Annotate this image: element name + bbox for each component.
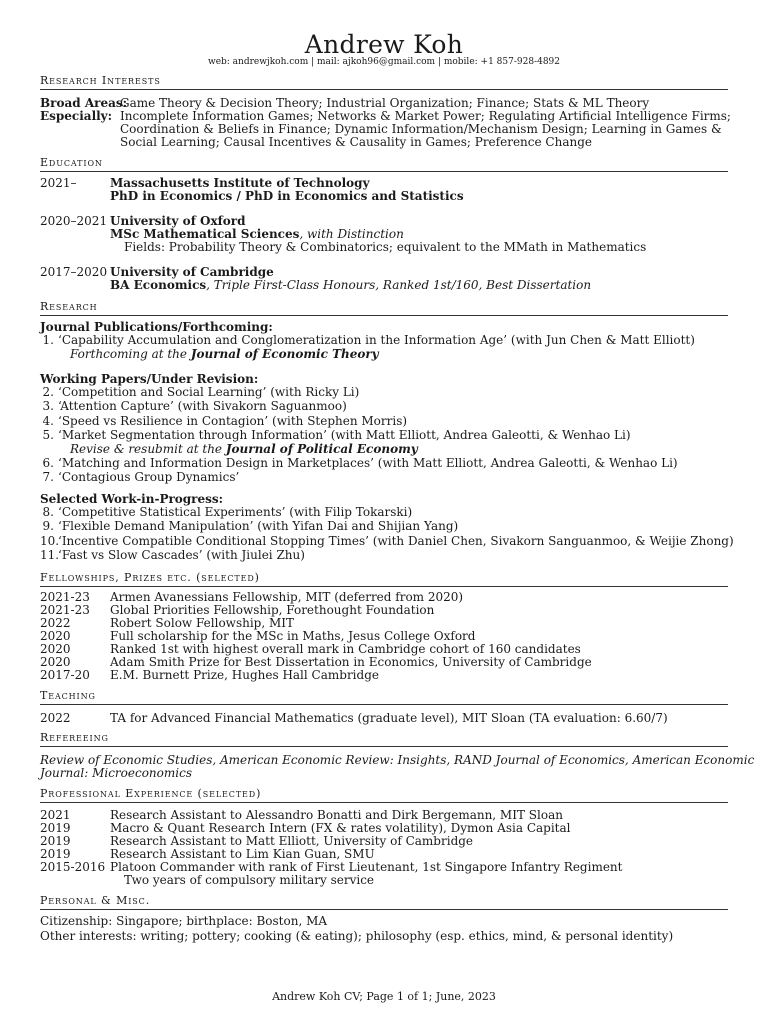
especially-text: Incomplete Information Games; Networks & Market Power; Regulating Artificial Intelligence Firms; [120,109,731,123]
section-heading: Professional Experience (selected) [40,787,262,800]
fellowship-year: 2021-23 [40,590,90,604]
journal-name: Journal of Political Economy [225,442,418,456]
education-year: 2021– [40,176,77,190]
experience-year: 2019 [40,834,71,848]
section-rule [40,586,728,587]
publication-note-text: Forthcoming at the [70,347,191,361]
especially-text: Social Learning; Causal Incentives & Causality in Games; Preference Change [120,135,592,149]
experience-text: Macro & Quant Research Intern (FX & rates volatility), Dymon Asia Capital [110,821,571,835]
section-research-interests [40,74,728,88]
education-degree: BA Economics [110,278,207,292]
education-degree: MSc Mathematical Sciences [110,227,300,241]
section-heading: Teaching [40,689,96,702]
experience-subtext: Two years of compulsory military service [124,873,375,887]
experience-year: 2019 [40,847,71,861]
item-number: 2. [42,385,54,399]
paper-title: ‘Flexible Demand Manipulation’ (with Yifan Dai and Shijian Yang) [58,519,459,533]
experience-year: 2019 [40,821,71,835]
paper-title: ‘Competition and Social Learning’ (with Ricky Li) [58,385,360,399]
experience-year: 2015-2016 [40,860,106,874]
section-rule [40,171,728,172]
page-title: Andrew Koh [304,30,464,59]
section-heading: Refereeing [40,731,109,744]
section-heading: Education [40,156,103,169]
education-fields: Fields: Probability Theory & Combinatorics; equivalent to the MMath in Mathematics [124,240,647,254]
research-subheading: Working Papers/Under Revision: [40,372,259,386]
item-number: 6. [42,456,54,470]
section-teaching [40,689,728,703]
item-number: 4. [42,414,54,428]
education-institution: University of Cambridge [110,265,274,279]
paper-title: ‘Attention Capture’ (with Sivakorn Saguanmoo) [58,399,347,413]
section-rule [40,315,728,316]
experience-year: 2021 [40,808,71,822]
especially-text: Coordination & Beliefs in Finance; Dynamic Information/Mechanism Design; Learning in Games & [120,122,722,136]
experience-text: Research Assistant to Alessandro Bonatti and Dirk Bergemann, MIT Sloan [110,808,563,822]
fellowship-year: 2022 [40,616,71,630]
fellowship-text: E.M. Burnett Prize, Hughes Hall Cambridge [110,668,379,682]
personal-interests: Other interests: writing; pottery; cooking (& eating); philosophy (esp. ethics, mind, & personal identity) [40,929,674,943]
teaching-text: TA for Advanced Financial Mathematics (graduate level), MIT Sloan (TA evaluation: 6.60/7) [110,711,668,725]
fellowship-text: Adam Smith Prize for Best Dissertation in Economics, University of Cambridge [110,655,592,669]
item-number: 9. [42,519,54,533]
education-degree: PhD in Economics / PhD in Economics and Statistics [110,189,464,203]
section-heading: Research Interests [40,74,161,87]
education-year: 2020–2021 [40,214,108,228]
section-heading: Research [40,300,98,313]
refereeing-journals-cont: Journal: Microeconomics [40,766,192,780]
teaching-year: 2022 [40,711,71,725]
item-number: 7. [42,470,54,484]
paper-title: ‘Matching and Information Design in Marketplaces’ (with Matt Elliott, Andrea Galeotti, & Wenhao Li) [58,456,678,470]
fellowship-text: Armen Avanessians Fellowship, MIT (deferred from 2020) [110,590,464,604]
journal-name: Journal of Economic Theory [190,347,379,361]
paper-title: ‘Market Segmentation through Information’ (with Matt Elliott, Andrea Galeotti, & Wenhao Li) [58,428,631,442]
paper-note-text: Revise & resubmit at the [70,442,226,456]
section-rule [40,704,728,705]
experience-text: Platoon Commander with rank of First Lieutenant, 1st Singapore Infantry Regiment [110,860,623,874]
fellowship-year: 2020 [40,629,71,643]
paper-title: ‘Contagious Group Dynamics’ [58,470,240,484]
education-institution: University of Oxford [110,214,246,228]
personal-citizenship: Citizenship: Singapore; birthplace: Boston, MA [40,914,328,928]
item-number: 1. [42,333,54,347]
item-number: 10. [40,534,60,548]
education-degree-note: , Triple First-Class Honours, Ranked 1st/160, Best Dissertation [206,278,592,292]
fellowship-text: Full scholarship for the MSc in Maths, Jesus College Oxford [110,629,476,643]
item-number: 3. [42,399,54,413]
publication-title: ‘Capability Accumulation and Conglomeratization in the Information Age’ (with Jun Chen & Matt Elliott) [58,333,695,347]
experience-text: Research Assistant to Lim Kian Guan, SMU [110,847,375,861]
section-rule [40,802,728,803]
item-number: 11. [40,548,60,562]
contact-line: web: andrewjkoh.com | mail: ajkoh96@gmail.com | mobile: +1 857-928-4892 [207,57,561,67]
broad-areas-text: Game Theory & Decision Theory; Industrial Organization; Finance; Stats & ML Theory [120,96,650,110]
section-personal [40,894,728,908]
research-subheading: Journal Publications/Forthcoming: [40,320,273,334]
fellowship-year: 2020 [40,642,71,656]
education-year: 2017–2020 [40,265,108,279]
section-heading: Fellowships, Prizes etc. (selected) [40,571,260,584]
item-number: 5. [42,428,54,442]
paper-title: ‘Incentive Compatible Conditional Stopping Times’ (with Daniel Chen, Sivakorn Sanguanmoo, & Weijie Zhong) [58,534,734,548]
fellowship-year: 2017-20 [40,668,90,682]
section-education [40,156,728,170]
section-rule [40,909,728,910]
page-footer: Andrew Koh CV; Page 1 of 1; June, 2023 [272,990,496,1003]
paper-title: ‘Competitive Statistical Experiments’ (with Filip Tokarski) [58,505,413,519]
section-heading: Personal & Misc. [40,894,151,907]
especially-label: Especially: [40,109,113,123]
paper-title: ‘Speed vs Resilience in Contagion’ (with Stephen Morris) [58,414,408,428]
experience-text: Research Assistant to Matt Elliott, University of Cambridge [110,834,474,848]
section-refereeing [40,731,728,745]
research-subheading: Selected Work-in-Progress: [40,492,224,506]
paper-title: ‘Fast vs Slow Cascades’ (with Jiulei Zhu) [58,548,305,562]
section-rule [40,746,728,747]
fellowship-year: 2020 [40,655,71,669]
section-research [40,300,728,314]
refereeing-journals: Review of Economic Studies, American Economic Review: Insights, RAND Journal of Economics, American Economic [40,753,755,767]
fellowship-text: Robert Solow Fellowship, MIT [110,616,295,630]
item-number: 8. [42,505,54,519]
fellowship-text: Ranked 1st with highest overall mark in Cambridge cohort of 160 candidates [110,642,581,656]
section-experience [40,787,728,801]
education-institution: Massachusetts Institute of Technology [110,176,370,190]
education-degree-note: , with Distinction [299,227,404,241]
fellowship-year: 2021-23 [40,603,90,617]
section-fellowships [40,571,728,585]
fellowship-text: Global Priorities Fellowship, Forethought Foundation [110,603,435,617]
broad-areas-label: Broad Areas: [40,96,128,110]
section-rule [40,89,728,90]
